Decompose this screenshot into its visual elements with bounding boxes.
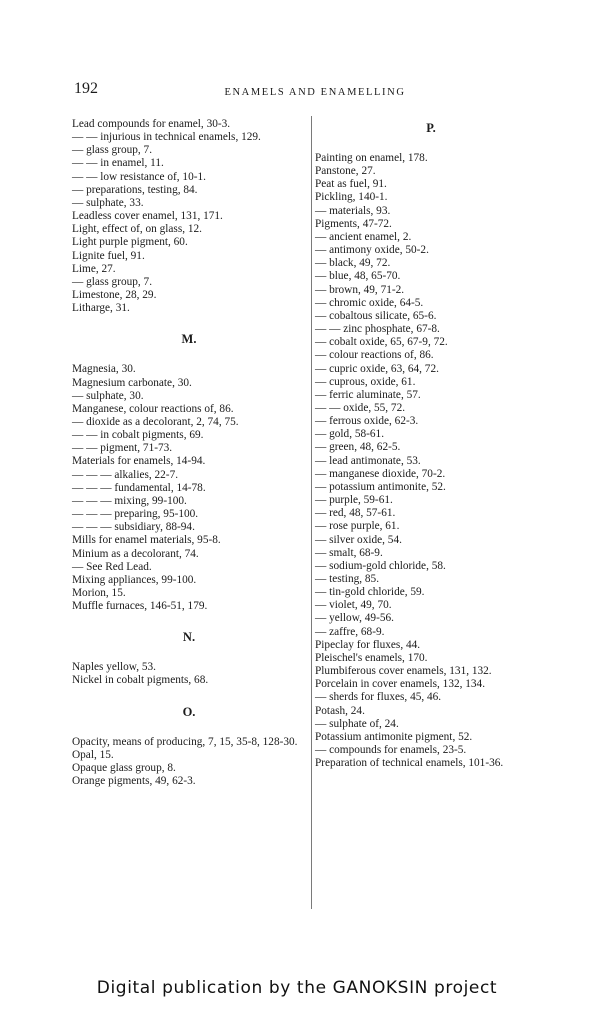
index-entry: — sulphate of, 24. <box>315 717 399 730</box>
index-entry: Minium as a decolorant, 74. <box>72 547 199 560</box>
index-entry: Orange pigments, 49, 62-3. <box>72 775 196 788</box>
index-entry: — — — preparing, 95-100. <box>72 508 199 521</box>
index-entry: Lime, 27. <box>72 262 116 275</box>
section-spacer <box>72 647 306 661</box>
index-entry: Materials for enamels, 14-94. <box>72 455 206 468</box>
index-entry: Pickling, 140-1. <box>315 191 388 204</box>
index-entry: — green, 48, 62-5. <box>315 441 401 454</box>
index-entry: — potassium antimonite, 52. <box>315 480 446 493</box>
index-entry: Mixing appliances, 99-100. <box>72 573 197 586</box>
index-entry: — ferric aluminate, 57. <box>315 388 421 401</box>
section-letter-heading: P. <box>426 121 436 135</box>
index-entry: Morion, 15. <box>72 587 126 599</box>
index-entry: — — — mixing, 99-100. <box>72 494 187 507</box>
index-entry: — chromic oxide, 64-5. <box>315 296 424 309</box>
index-entry: — purple, 59-61. <box>315 494 393 507</box>
index-entry: — gold, 58-61. <box>315 428 385 441</box>
index-entry: — glass group, 7. <box>72 144 153 157</box>
page-header <box>0 0 594 110</box>
index-entry: — cobaltous silicate, 65-6. <box>315 309 437 322</box>
index-entry: — sodium-gold chloride, 58. <box>315 559 446 572</box>
index-entry: — sulphate, 30. <box>72 389 144 402</box>
section-spacer <box>72 613 306 627</box>
index-entry: Magnesia, 30. <box>72 363 136 376</box>
index-entry: — cobalt oxide, 65, 67-9, 72. <box>315 336 448 349</box>
index-entry: — cupric oxide, 63, 64, 72. <box>315 362 439 375</box>
index-entry: — antimony oxide, 50-2. <box>315 244 429 257</box>
index-entry: — blue, 48, 65-70. <box>315 270 401 283</box>
index-entry: Magnesium carbonate, 30. <box>72 376 192 389</box>
index-entry: — manganese dioxide, 70-2. <box>315 467 446 480</box>
index-column-left <box>72 118 306 788</box>
index-entry: Opaque glass group, 8. <box>72 761 176 774</box>
index-entry: — — in enamel, 11. <box>72 157 164 170</box>
index-entry: Opal, 15. <box>72 748 114 761</box>
index-entry: — lead antimonate, 53. <box>315 454 421 467</box>
index-entry: Plumbiferous cover enamels, 131, 132. <box>315 665 492 678</box>
index-entry: Painting on enamel, 178. <box>315 152 428 164</box>
index-entry: — brown, 49, 71-2. <box>315 283 405 296</box>
index-entry: Potash, 24. <box>315 704 365 717</box>
index-entry: — dioxide as a decolorant, 2, 74, 75. <box>72 415 239 428</box>
index-entry: Lead compounds for enamel, 30-3. <box>72 118 231 130</box>
index-entry: Porcelain in cover enamels, 132, 134. <box>315 678 486 691</box>
index-entry: Preparation of technical enamels, 101-36. <box>315 757 504 770</box>
index-entry: — black, 49, 72. <box>315 257 391 270</box>
index-entry: — smalt, 68-9. <box>315 546 383 559</box>
index-entry: Pipeclay for fluxes, 44. <box>315 638 421 651</box>
index-entry: Light, effect of, on glass, 12. <box>72 223 202 236</box>
index-entry: — materials, 93. <box>315 204 391 217</box>
index-entry: — — — subsidiary, 88-94. <box>72 521 195 534</box>
section-spacer <box>72 688 306 702</box>
index-entry: — yellow, 49-56. <box>315 612 394 625</box>
index-entry: — preparations, testing, 84. <box>72 183 198 196</box>
index-entry: — glass group, 7. <box>72 275 153 288</box>
index-entry: Light purple pigment, 60. <box>72 236 188 249</box>
index-entry: Nickel in cobalt pigments, 68. <box>72 674 209 687</box>
index-entry: — — oxide, 55, 72. <box>315 401 406 414</box>
index-entry: Naples yellow, 53. <box>72 661 156 674</box>
index-entry: Opacity, means of producing, 7, 15, 35-8, 128-30. <box>72 735 298 748</box>
index-entry: — — zinc phosphate, 67-8. <box>315 323 440 336</box>
index-entry: — compounds for enamels, 23-5. <box>315 744 467 757</box>
section-spacer <box>72 722 306 736</box>
index-entry: — sherds for fluxes, 45, 46. <box>315 691 442 704</box>
section-letter-heading: N. <box>182 630 196 645</box>
section-spacer <box>72 315 306 329</box>
index-entry: — rose purple, 61. <box>315 520 400 533</box>
index-entry: — — — alkalies, 22-7. <box>72 468 179 481</box>
index-entry: Panstone, 27. <box>315 165 376 178</box>
index-entry: — — injurious in technical enamels, 129. <box>72 131 261 144</box>
section-spacer <box>315 138 547 152</box>
index-entry: — sulphate, 33. <box>72 196 144 209</box>
index-entry: Potassium antimonite pigment, 52. <box>315 730 473 743</box>
index-entry: — — low resistance of, 10-1. <box>72 170 206 183</box>
index-entry: Manganese, colour reactions of, 86. <box>72 402 234 415</box>
index-entry: — cuprous, oxide, 61. <box>315 375 416 388</box>
index-entry: — ancient enamel, 2. <box>315 230 412 243</box>
running-title: ENAMELS AND ENAMELLING <box>224 87 406 98</box>
section-letter-heading: O. <box>182 704 196 719</box>
index-entry: — tin-gold chloride, 59. <box>315 586 425 599</box>
section-letter-heading: M. <box>181 332 197 347</box>
index-entry: Limestone, 28, 29. <box>72 289 157 302</box>
column-divider <box>311 116 312 909</box>
publication-footer: Digital publication by the GANOKSIN project <box>96 978 498 998</box>
page-number: 192 <box>74 80 98 97</box>
index-entry: Pleischel's enamels, 170. <box>315 651 428 664</box>
index-entry: Litharge, 31. <box>72 302 130 315</box>
index-entry: Pigments, 47-72. <box>315 217 392 230</box>
index-entry: — testing, 85. <box>315 573 380 585</box>
section-spacer <box>72 349 306 363</box>
index-entry: — See Red Lead. <box>72 560 152 573</box>
index-entry: — — in cobalt pigments, 69. <box>72 429 204 442</box>
index-entry: — violet, 49, 70. <box>315 599 392 612</box>
index-entry: — — — fundamental, 14-78. <box>72 481 206 494</box>
index-entry: Lignite fuel, 91. <box>72 249 145 262</box>
index-entry: — — pigment, 71-73. <box>72 442 173 455</box>
index-entry: — ferrous oxide, 62-3. <box>315 415 419 428</box>
index-entry: — red, 48, 57-61. <box>315 507 396 520</box>
index-entry: — colour reactions of, 86. <box>315 349 434 362</box>
index-entry: Leadless cover enamel, 131, 171. <box>72 210 223 223</box>
index-column-right <box>315 118 547 770</box>
index-entry: Peat as fuel, 91. <box>315 178 387 191</box>
index-entry: — silver oxide, 54. <box>315 533 402 546</box>
index-entry: Mills for enamel materials, 95-8. <box>72 534 221 547</box>
index-entry: Muffle furnaces, 146-51, 179. <box>72 600 208 613</box>
index-entry: — zaffre, 68-9. <box>315 625 385 638</box>
